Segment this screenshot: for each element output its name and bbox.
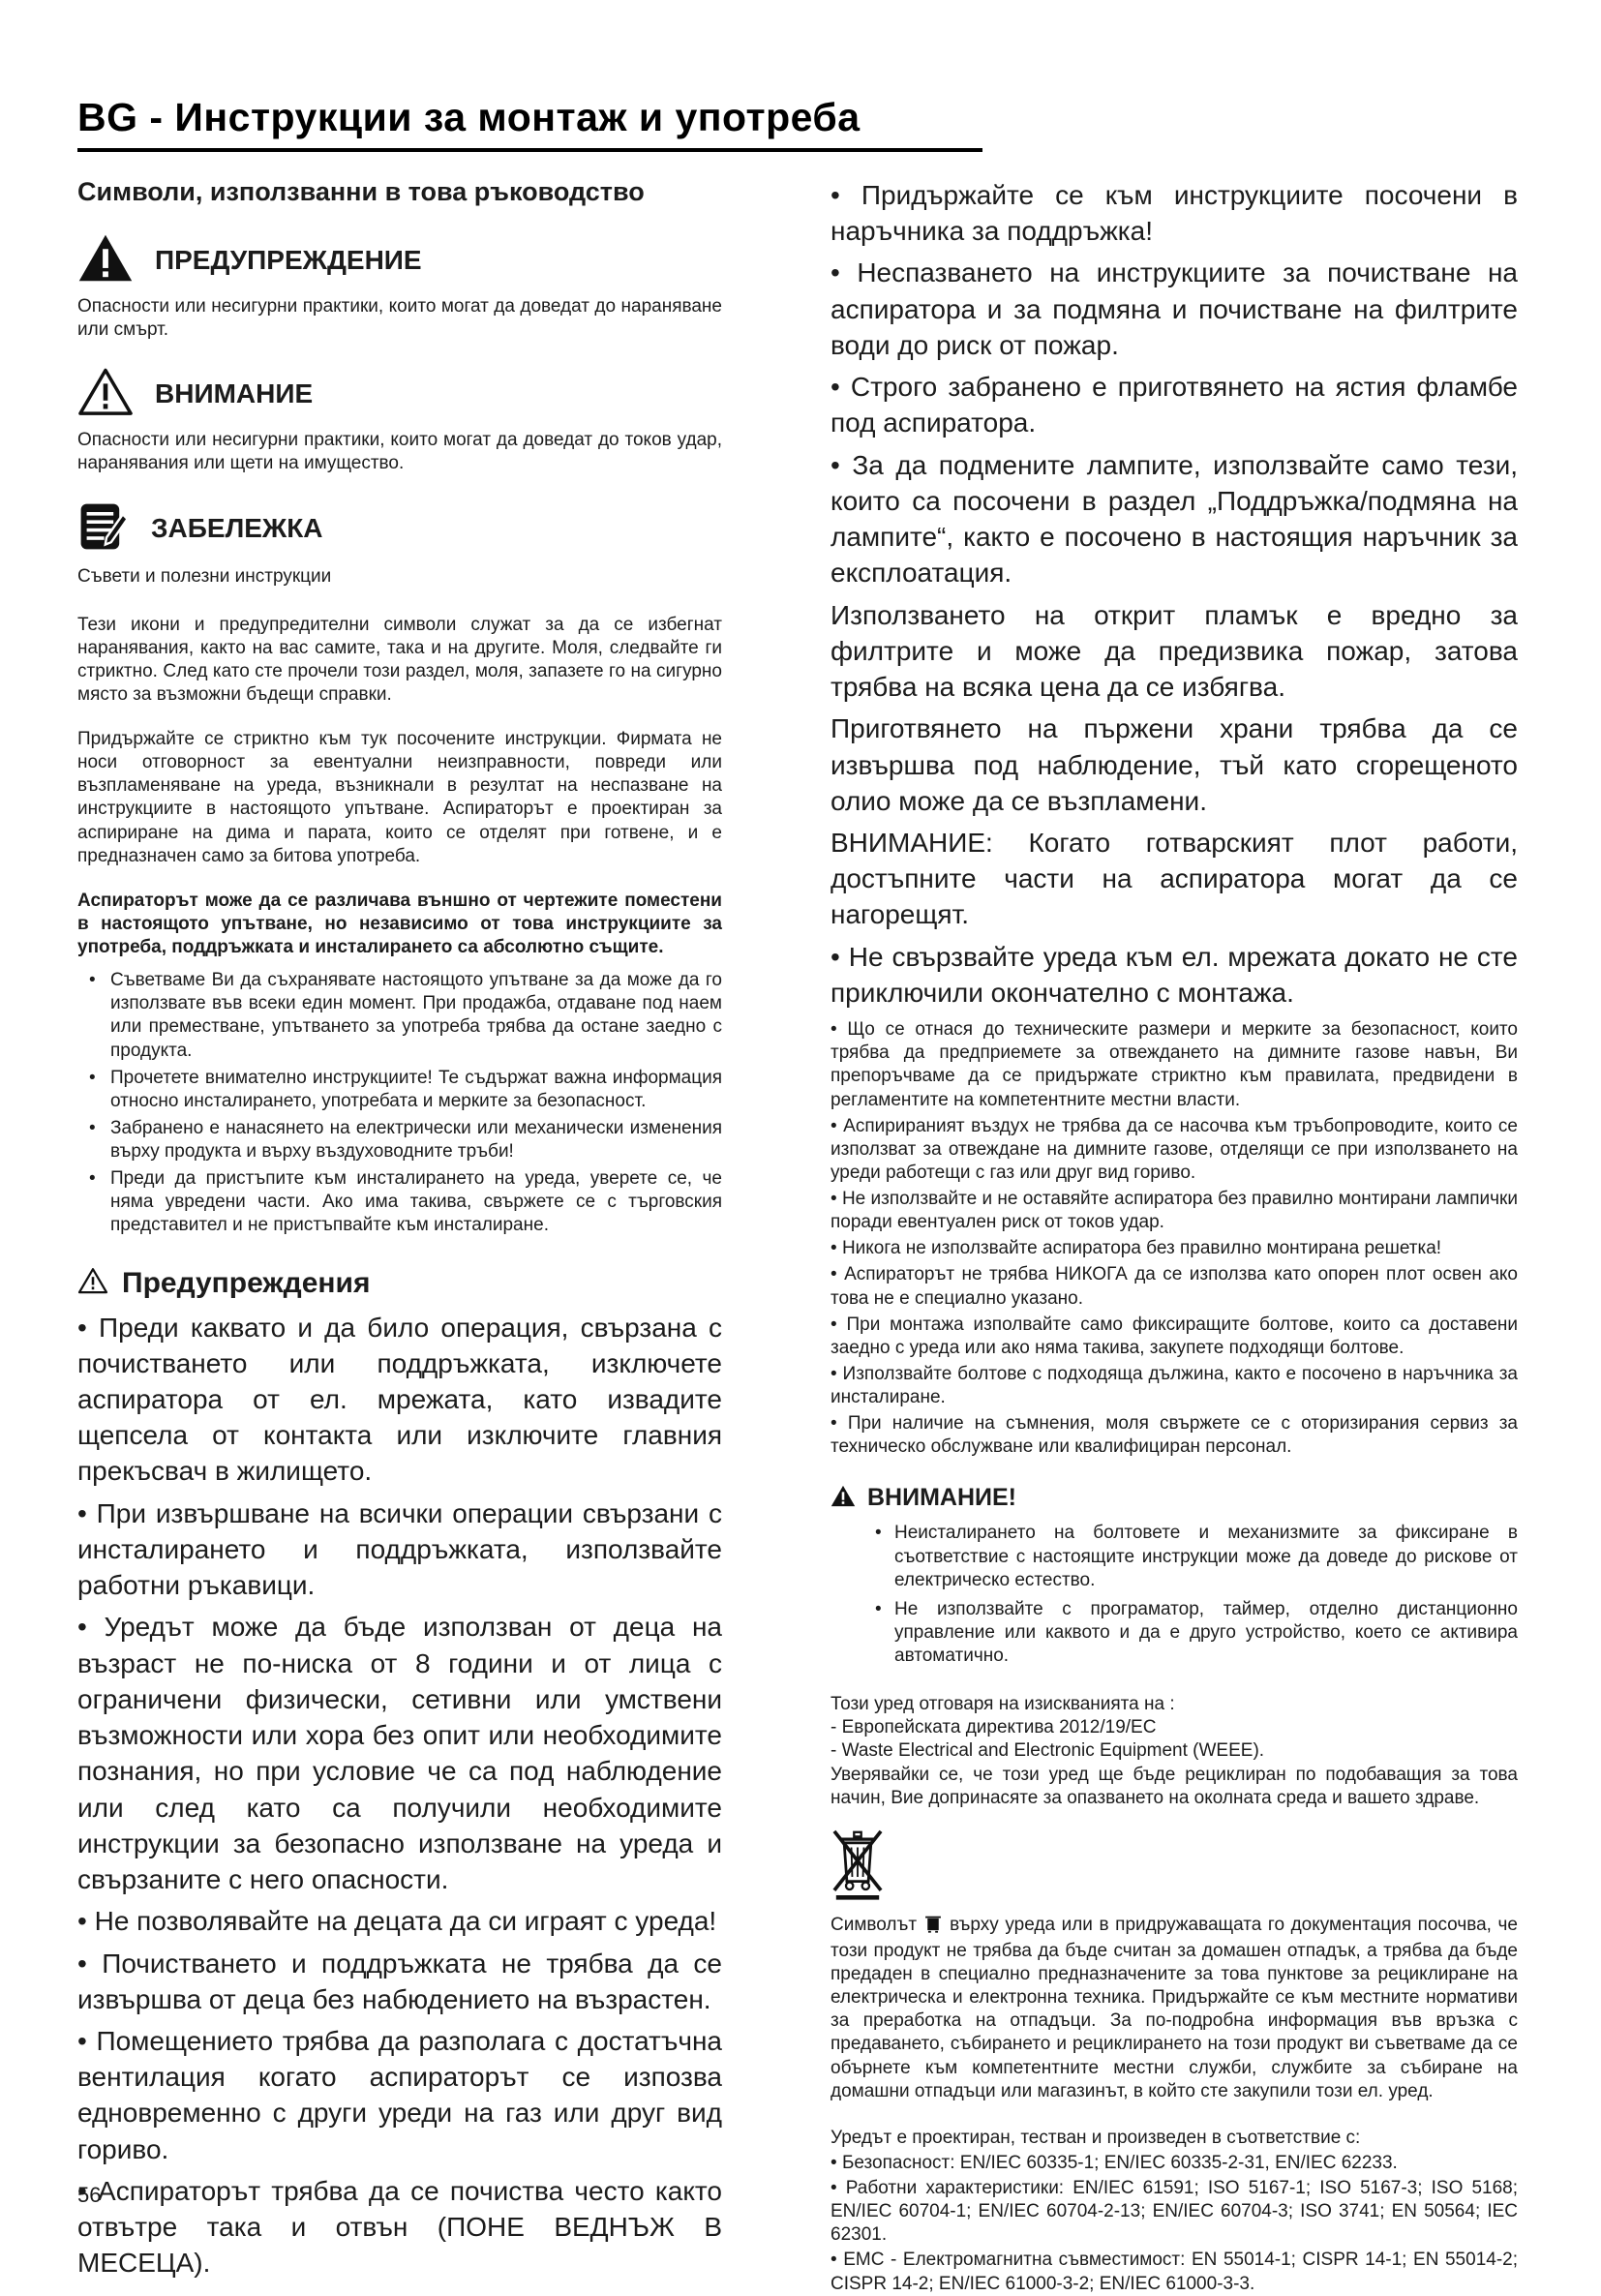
instruction-item: • Строго забранено е приготвянето на ястия фламбе под аспиратора.	[831, 369, 1518, 440]
intro-paragraph-2: Придържайте се стриктно към тук посочените инструкции. Фирмата не носи отговорност за евентуални неизправности, повреди или възпламеняване на уреда, възникнали в резултат на неспазване на инструкциите в настоящото упътване. Аспираторът е проектиран за аспириране на дима и парата, които се отделят при готвене, и е предназначен само за битова употреба.	[77, 729, 722, 866]
instruction-item: • Неспазването на инструкциите за почистване на аспиратора и за подмяна и почистване на филтрите води до риск от пожар.	[831, 255, 1518, 363]
standards-item: • Работни характеристики: EN/IEC 61591; ISO 5167-1; ISO 5167-3; ISO 5168; EN/IEC 60704-1; EN/IEC 60704-2-13; EN/IEC 60704-3; ISO 3741; EN 50564; IEC 62301.	[831, 2177, 1518, 2247]
technical-note-item: • Що се отнася до техническите размери и мерките за безопасност, които трябва да предприемете за отвеждането на димните газове навън, Ви препоръчваме да се придържате стриктно към правилата, предвидени в регламентите на компетентните местни власти.	[831, 1018, 1518, 1112]
warning-item: • Почистването и поддръжката не трябва да се извършва от деца без набюдението на възрастен.	[77, 1946, 722, 2017]
technical-note-item: • Използвайте болтове с подходяща дължина, както е посочено в наръчника за инсталиране.	[831, 1363, 1518, 1409]
page-number: 56	[77, 2183, 102, 2207]
weee-text-before: Символът	[831, 1914, 918, 1935]
technical-notes-list	[831, 1018, 1518, 1459]
technical-note-item: • Аспирираният въздух не трябва да се насочва към тръбопроводите, които се използват за отвеждане на димните газове, отделящи се при използването на уреди работещи с газ или друг вид гориво.	[831, 1115, 1518, 1185]
attention-item: • Не използвайте с програматор, таймер, отделно дистанционно управление или каквото и да е друго устройство, което се активира автоматично.	[867, 1598, 1518, 1668]
caution-triangle-outline-icon	[77, 367, 134, 421]
warning-description: Опасности или несигурни практики, които могат да доведат до нараняване или смърт.	[77, 295, 722, 340]
weee-text-after: върху уреда или в придружаващата го документация посочва, че този продукт не трябва да бъде считан за домашен отпадък, а трябва да бъде предаден в специално предназначените за това пунктове за рециклиране на електрическа и електронна техника. Придържайте се към местните нормативи за преработка на отпадъци. За по-подробна информация във връзка с предаването, събирането и рециклирането на този продукт ви съветваме да се обърнете към компетентните местни служби, службите за събиране на домашни отпадъци или магазинът, в който сте закупили този ел. уред.	[831, 1914, 1518, 2101]
weee-line: - Waste Electrical and Electronic Equipment (WEEE).	[831, 1740, 1265, 1762]
attention-title: ВНИМАНИЕ!	[867, 1484, 1016, 1512]
standards-item: • EMC - Електромагнитна съвместимост: EN 55014-1; CISPR 14-1; EN 55014-2; CISPR 14-2; EN/IEC 61000-3-2; EN/IEC 61000-3-3.	[831, 2249, 1518, 2295]
attention-triangle-filled-icon	[831, 1485, 856, 1512]
standards-block	[831, 2127, 1518, 2296]
compliance-intro: Този уред отговаря на изискванията на :	[831, 1694, 1175, 1715]
weee-symbol-block	[831, 1829, 1518, 1906]
warning-item: • Аспираторът трябва да се почиства често както отвътре така и отвън (ПОНЕ ВЕДНЪЖ В МЕСЕЦА).	[77, 2173, 722, 2281]
note-symbol-block	[77, 500, 722, 589]
power-connection-item: • Не свързвайте уреда към ел. мрежата докато не сте приключили окончателно с монтажа.	[831, 939, 1518, 1011]
instruction-item: • Придържайте се към инструкциите посочени в наръчника за поддръжка!	[831, 177, 1518, 249]
attention-list	[867, 1522, 1518, 1668]
warning-label: ПРЕДУПРЕЖДЕНИЕ	[155, 244, 422, 275]
open-flame-paragraph: Използването на открит пламък е вредно за филтрите и може да предизвика пожар, затова трябва на всяка цена да се избягва.	[831, 599, 1518, 703]
warning-item: • Помещението трябва да разполага с достатъчна вентилация когато аспираторът се изпозва едновременно с други уреди на газ или друг вид гориво.	[77, 2023, 722, 2167]
instruction-item: • За да подмените лампите, използвайте само тези, които са посочени в раздел „Поддръжка/подмяна на лампите“, както е посочено в настоящия наръчник за експлоатация.	[831, 447, 1518, 591]
warning-item: • Уредът може да бъде използван от деца на възраст не по-ниска от 8 години и от лица с ограничени физически, сетивни или умствени възможности или хора без опит или необходимите познания, но при условие че са под наблюдение или след като са получили необходимите инструкции за безопасно използване на уреда и свързаните с него опасности.	[77, 1609, 722, 1897]
technical-note-item: • Никога не използвайте аспиратора без правилно монтирана решетка!	[831, 1237, 1518, 1260]
standards-intro: Уредът е проектиран, тестван и произведен в съответствие с:	[831, 2127, 1361, 2148]
technical-note-item: • Аспираторът не трябва НИКОГА да се използва като опорен плот освен ако това не е специално указано.	[831, 1263, 1518, 1310]
warning-triangle-filled-icon	[77, 233, 134, 287]
weee-symbol-paragraph	[831, 1914, 1518, 2103]
notebook-icon	[77, 500, 130, 558]
standards-item: • Безопасност: EN/IEC 60335-1; EN/IEC 60335-2-31, EN/IEC 62233.	[831, 2152, 1518, 2175]
appearance-notice-paragraph: Аспираторът може да се различава външно от чертежите поместени в настоящото упътване, но независимо от това инструкциите за употреба, поддръжката и инсталирането са абсолютно същите.	[77, 890, 722, 958]
left-column	[77, 177, 722, 2281]
two-column-layout	[77, 177, 1520, 2296]
warning-item: • Преди каквато и да било операция, свързана с почистването или поддръжката, изключете аспиратора от ел. мрежата, като извадите щепсела от контакта или изключите главния прекъсвач в жилището.	[77, 1310, 722, 1490]
directive-line: - Европейската директива 2012/19/EC	[831, 1717, 1157, 1738]
warning-symbol-block	[77, 233, 722, 342]
caution-symbol-block	[77, 367, 722, 475]
list-item: • Прочетете внимателно инструкциите! Те съдържат важна информация относно инсталирането, употребата и мерките за безопасност.	[77, 1067, 722, 1113]
technical-note-item: • Не използвайте и не оставяйте аспиратора без правилно монтирани лампички поради евентуален риск от токов удар.	[831, 1188, 1518, 1234]
warning-item: • Не позволявайте на децата да си играят с уреда!	[77, 1903, 722, 1939]
hot-parts-paragraph: ВНИМАНИЕ: Когато готварският плот работи, достъпните части на аспиратора могат да се нагорещят.	[831, 827, 1518, 930]
attention-heading	[831, 1484, 1518, 1512]
weee-crossed-bin-icon	[831, 1888, 885, 1905]
note-label: ЗАБЕЛЕЖКА	[151, 513, 323, 544]
compliance-block	[831, 1693, 1518, 1810]
list-item: • Преди да пристъпите към инсталирането на уреда, уверете се, че няма увредени части. Ако има такива, свържете се с търговския представител и не пристъпвайте към инсталиране.	[77, 1167, 722, 1237]
note-description: Съвети и полезни инструкции	[77, 565, 332, 587]
general-advice-list	[77, 969, 722, 1237]
caution-description: Опасности или несигурни практики, които могат да доведат до токов удар, наранявания или щети на имущество.	[77, 429, 722, 473]
list-item: • Съветваме Ви да съхранявате настоящото упътване за да може да го използвате във всеки един момент. При продажба, отдаване под наем или преместване, упътването за употреба трябва да остане заедно с продукта.	[77, 969, 722, 1063]
caution-label: ВНИМАНИЕ	[155, 378, 314, 408]
list-item: • Забранено е нанасянето на електрически или механически изменения върху продукта и върху въздуховодните тръби!	[77, 1117, 722, 1163]
frying-paragraph: Приготвянето на пържени храни трябва да се извършва под наблюдение, тъй като сгорещеното олио може да се възпламени.	[831, 713, 1518, 816]
recycling-benefit-paragraph: Уверявайки се, че този уред ще бъде рециклиран по подобаващия за това начин, Вие допринасяте за опазването на околната среда и вашето здраве.	[831, 1764, 1518, 1808]
warning-triangle-small-icon	[77, 1267, 108, 1299]
technical-note-item: • При наличие на съмнения, моля свържете се с оторизирания сервиз за техническо обслужване или квалифициран персонал.	[831, 1412, 1518, 1459]
inline-bin-icon	[922, 1916, 944, 1940]
warnings-section-heading	[77, 1267, 722, 1300]
right-column	[831, 177, 1518, 2296]
warnings-title: Предупреждения	[122, 1266, 371, 1299]
symbols-section-heading: Символи, използванни в това ръководство	[77, 177, 645, 206]
attention-item: • Неисталирането на болтовете и механизмите за фиксиране в съответствие с настоящите инструкции може да доведе до рискове от електрическо естество.	[867, 1522, 1518, 1591]
page-title: BG - Инструкции за монтаж и употреба	[77, 95, 982, 152]
warning-item: • При извършване на всички операции свързани с инсталирането и поддръжката, използвайте работни ръкавици.	[77, 1495, 722, 1604]
technical-note-item: • При монтажа изполвайте само фиксиращите болтове, които са доставени заедно с уреда или ако няма такива, закупете подходящи болтове.	[831, 1314, 1518, 1360]
intro-paragraph-1: Тези икони и предупредителни символи служат за да се избегнат наранявания, както на вас самите, така и на другите. Моля, следвайте ги стриктно. След като сте прочели този раздел, моля, запазете го на сигурно място за възможни бъдещи справки.	[77, 614, 722, 705]
